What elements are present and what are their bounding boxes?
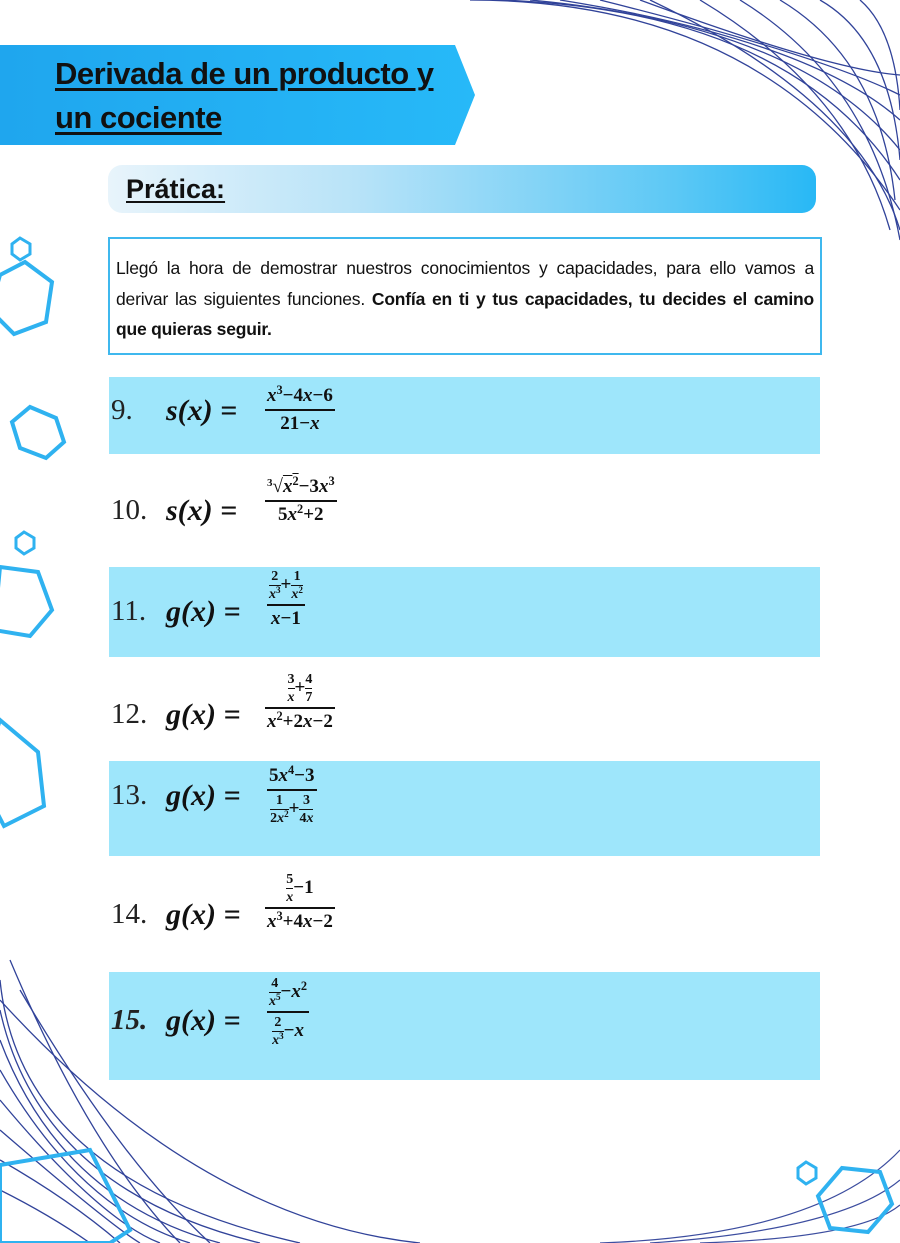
intro-text	[116, 253, 814, 345]
fraction-bar	[267, 1011, 309, 1013]
fraction-numerator: $\frac{4}{x^5}$ $-x^2$	[269, 976, 308, 1010]
exercise-lhs: g(x) =	[166, 595, 241, 628]
exercise-lhs: g(x) =	[166, 779, 241, 812]
exercise-number: 14.	[111, 898, 148, 930]
exercise-fraction	[265, 385, 335, 435]
exercise-fraction	[267, 569, 305, 630]
exercise-fraction	[267, 765, 317, 826]
exercise-number: 11.	[111, 595, 147, 627]
fraction-bar	[265, 907, 335, 909]
exercise-row	[109, 761, 820, 856]
exercise-fraction	[265, 872, 335, 933]
fraction-bar	[265, 409, 335, 411]
fraction-numerator: $5x^4-3$	[269, 763, 315, 786]
exercise-number: 13.	[111, 779, 148, 811]
exercise-row	[109, 868, 820, 953]
exercise-fraction	[265, 476, 337, 526]
exercise-row	[109, 470, 820, 555]
page-title: Derivada de un producto y un cociente	[55, 56, 434, 135]
exercise-number: 9.	[111, 394, 133, 426]
intro-text-plain: Llegó la hora de demostrar nuestros conocimientos y capacidades, para ello vamos a derivar las siguientes funciones.	[116, 258, 814, 309]
exercise-lhs: g(x) =	[166, 698, 241, 731]
intro-text-bold: Confía en ti y tus capacidades, tu decides el camino que quieras seguir.	[116, 288, 814, 339]
exercise-number: 15.	[111, 1004, 148, 1036]
exercise-row	[109, 377, 820, 454]
fraction-denominator: $x^3+4x-2$	[267, 908, 333, 932]
exercise-fraction	[267, 976, 309, 1048]
section-label: Prática:	[126, 174, 226, 204]
exercise-number: 12.	[111, 698, 148, 730]
exercise-row	[109, 670, 820, 750]
fraction-denominator: $\frac{1}{2x^2}$ + $\frac{3}{4x}$	[270, 792, 314, 826]
exercise-number: 10.	[111, 494, 148, 526]
exercise-lhs: g(x) =	[166, 1004, 241, 1037]
exercise-row	[109, 567, 820, 657]
fraction-denominator: $5x^2+2$	[278, 501, 324, 525]
fraction-denominator: x−1	[271, 607, 301, 629]
fraction-denominator: $x^2+2x-2$	[267, 708, 333, 732]
fraction-bar	[267, 789, 317, 791]
exercise-row	[109, 972, 820, 1080]
exercise-lhs: s(x) =	[166, 394, 238, 427]
fraction-bar	[265, 707, 335, 709]
fraction-numerator: $x^3-4x-6$	[267, 383, 333, 406]
fraction-numerator: $^3√x^2-3x^3$	[267, 474, 335, 497]
fraction-numerator: $\frac{5}{x}$ −1	[286, 872, 314, 906]
fraction-numerator: $\frac{3}{x}$ + $\frac{4}{7}$	[287, 672, 313, 706]
fraction-bar	[267, 604, 305, 606]
exercise-fraction	[265, 672, 335, 733]
exercise-lhs: g(x) =	[166, 898, 241, 931]
exercise-lhs: s(x) =	[166, 494, 238, 527]
intro-box	[108, 237, 822, 355]
fraction-denominator: $\frac{2}{x^3}$ −x	[272, 1014, 304, 1048]
fraction-denominator: 21−x	[280, 412, 320, 434]
fraction-numerator: $\frac{2}{x^3}$ + $\frac{1}{x^2}$	[269, 569, 303, 603]
